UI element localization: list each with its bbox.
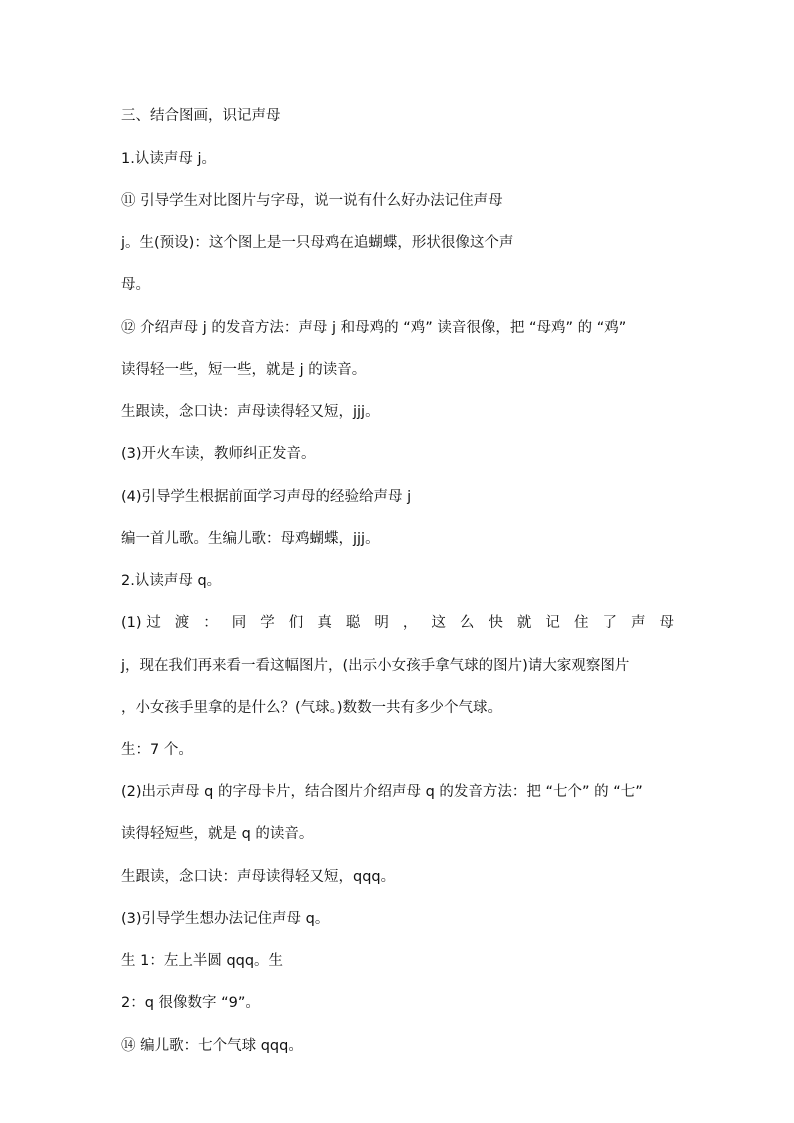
paragraph-line: 读得轻一些，短一些，就是 j 的读音。 — [121, 362, 367, 378]
paragraph-line: 2：q 很像数字 “9”。 — [121, 995, 260, 1011]
paragraph-line: j，现在我们再来看一看这幅图片，(出示小女孩手拿气球的图片)请大家观察图片 — [121, 658, 630, 674]
section-heading: 三、结合图画，识记声母 — [121, 108, 281, 124]
paragraph-line: 生跟读，念口诀：声母读得轻又短，jjj。 — [121, 404, 380, 420]
paragraph-line: (2)出示声母 q 的字母卡片，结合图片介绍声母 q 的发音方法：把 “七个” 的 “七” — [121, 784, 643, 800]
paragraph-line: 生：7 个。 — [121, 742, 193, 758]
paragraph-line: ⑪ 引导学生对比图片与字母，说一说有什么好办法记住声母 — [121, 193, 503, 209]
paragraph-line: (4)引导学生根据前面学习声母的经验给声母 j — [121, 489, 412, 505]
paragraph-line: (1)过 渡 ： 同 学 们 真 聪 明 ， 这 么 快 就 记 住 了 声 母 — [121, 615, 674, 631]
paragraph-line: 生跟读，念口诀：声母读得轻又短，qqq。 — [121, 869, 396, 885]
paragraph-line: 编一首儿歌。生编儿歌：母鸡蝴蝶，jjj。 — [121, 531, 380, 547]
subheading-j: 1.认读声母 j。 — [121, 151, 216, 167]
paragraph-line: j。生(预设)：这个图上是一只母鸡在追蝴蝶，形状很像这个声 — [121, 235, 514, 251]
subheading-q: 2.认读声母 q。 — [121, 573, 222, 589]
paragraph-line: 母。 — [121, 277, 150, 293]
paragraph-line: ⑭ 编儿歌：七个气球 qqq。 — [121, 1038, 303, 1054]
paragraph-line: (3)开火车读，教师纠正发音。 — [121, 446, 316, 462]
paragraph-line: 生 1：左上半圆 qqq。生 — [121, 953, 284, 969]
paragraph-line: (3)引导学生想办法记住声母 q。 — [121, 911, 330, 927]
paragraph-line: ，小女孩手里拿的是什么？(气球。)数数一共有多少个气球。 — [121, 700, 503, 716]
paragraph-line: 读得轻短些，就是 q 的读音。 — [121, 826, 314, 842]
paragraph-line: ⑫ 介绍声母 j 的发音方法：声母 j 和母鸡的 “鸡” 读音很像，把 “母鸡” 的 “鸡” — [121, 320, 627, 336]
